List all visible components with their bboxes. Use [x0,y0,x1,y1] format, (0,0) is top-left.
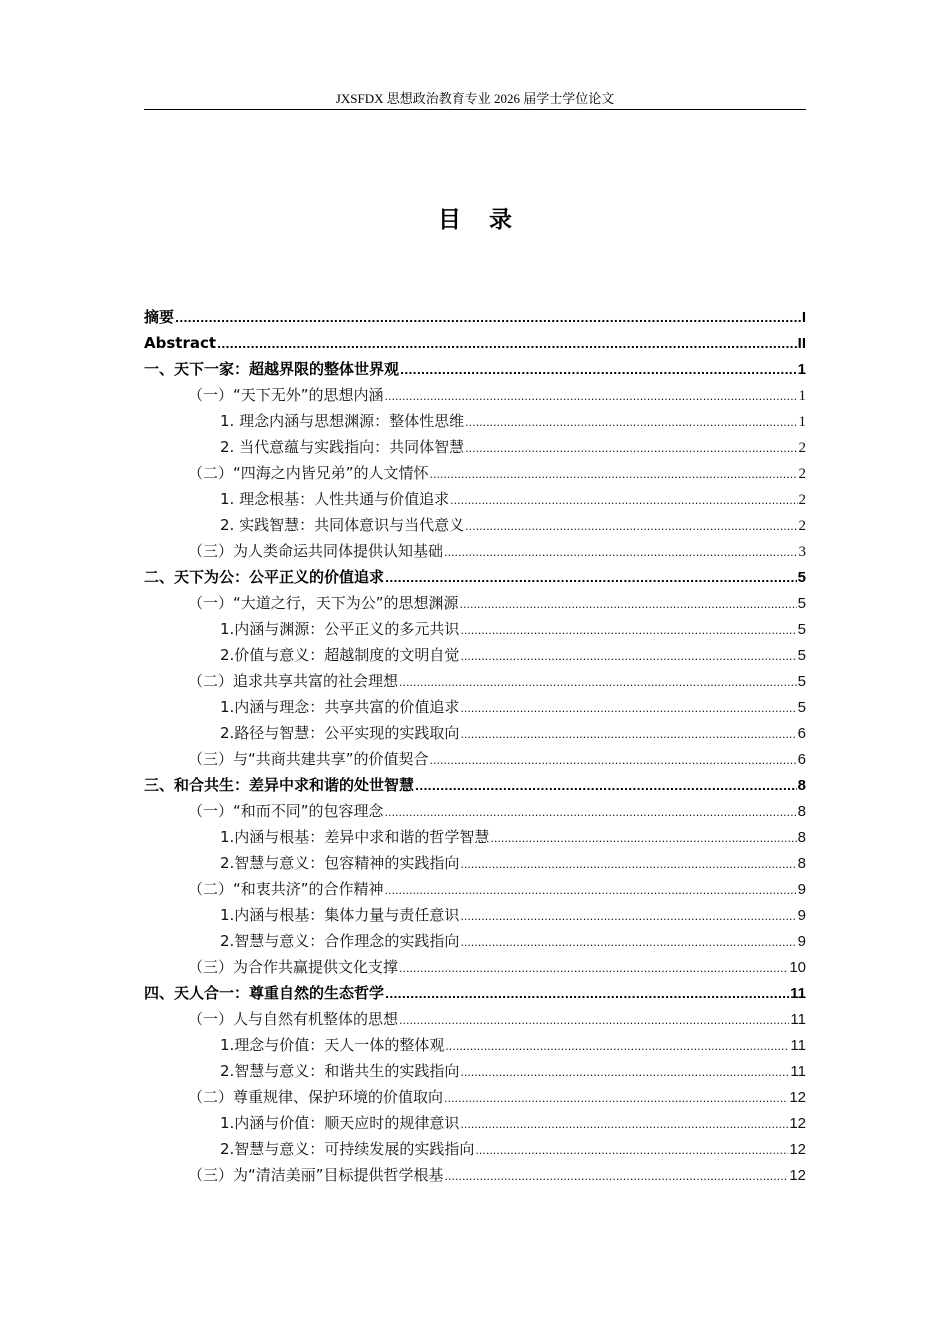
toc-entry[interactable] [144,1084,806,1110]
toc-entry-page: 2 [798,492,806,508]
toc-entry[interactable] [144,382,806,408]
toc-entry[interactable] [144,902,806,928]
toc-entry-label: （一）“和而不同”的包容理念 [188,802,384,820]
toc-entry-label: （一）“大道之行，天下为公”的思想渊源 [188,594,459,612]
toc-entry-label: （三）为“清洁美丽”目标提供哲学根基 [188,1166,444,1184]
toc-leader-dots [460,930,796,956]
toc-entry-label: 1.内涵与理念：共享共富的价值追求 [220,698,460,716]
toc-entry-page: 5 [797,647,806,664]
toc-entry[interactable] [144,1110,806,1136]
toc-entry[interactable] [144,876,806,902]
toc-entry[interactable] [144,720,806,746]
toc-entry-label: 2.智慧与意义：和谐共生的实践指向 [220,1062,460,1080]
toc-entry[interactable] [144,590,806,616]
toc-leader-dots [399,670,797,696]
toc-leader-dots [444,1086,788,1112]
toc-entry-page: 5 [797,569,806,586]
toc-entry-page: 11 [790,1011,806,1028]
toc-entry-label: （一）“天下无外”的思想内涵 [188,386,384,404]
toc-entry-page: 5 [797,621,806,638]
toc-leader-dots [465,436,797,462]
toc-entry-page: 12 [789,1167,806,1184]
toc-entry[interactable] [144,564,806,590]
toc-entry[interactable] [144,1136,806,1162]
toc-entry-label: （二）“四海之内皆兄弟”的人文情怀 [188,464,429,482]
toc-entry-label: 1. 理念根基：人性共通与价值追求 [220,490,450,508]
toc-leader-dots [460,852,796,878]
toc-leader-dots [445,1034,789,1060]
toc-entry-label: 2.价值与意义：超越制度的文明自觉 [220,646,460,664]
toc-leader-dots [217,332,797,358]
toc-entry-label: （二）尊重规律、保护环境的价值取向 [188,1088,444,1106]
toc-entry-label: 2. 当代意蕴与实践指向：共同体智慧 [220,438,465,456]
toc-leader-dots [399,956,788,982]
toc-entry[interactable] [144,1006,806,1032]
header-rule [144,109,806,110]
toc-entry-page: 8 [797,829,806,846]
toc-entry-label: Abstract [144,334,217,352]
toc-entry-label: 1.内涵与根基：差异中求和谐的哲学智慧 [220,828,490,846]
toc-entry[interactable] [144,512,806,538]
toc-entry-page: 5 [797,699,806,716]
toc-entry-label: 摘要 [144,308,175,326]
toc-entry-page: 11 [790,1037,806,1054]
toc-leader-dots [415,774,797,800]
toc-title: 目录 [438,207,540,233]
toc-entry-page: II [797,335,806,352]
toc-entry[interactable] [144,1032,806,1058]
toc-entry[interactable] [144,330,806,356]
toc-leader-dots [175,306,801,332]
toc-entry[interactable] [144,746,806,772]
table-of-contents [144,304,806,1188]
toc-leader-dots [460,1060,789,1086]
toc-entry-page: 12 [789,1141,806,1158]
toc-leader-dots [400,358,797,384]
toc-entry[interactable] [144,486,806,512]
toc-leader-dots [399,1008,789,1034]
toc-entry[interactable] [144,824,806,850]
toc-entry-page: 1 [798,388,806,404]
toc-entry-page: 8 [797,777,806,794]
toc-entry[interactable] [144,538,806,564]
toc-leader-dots [444,540,797,566]
toc-entry[interactable] [144,694,806,720]
toc-entry-page: 9 [797,933,806,950]
toc-entry-label: 2.路径与智慧：公平实现的实践取向 [220,724,460,742]
toc-entry-label: 1. 理念内涵与思想渊源：整体性思维 [220,412,465,430]
toc-leader-dots [465,514,797,540]
toc-leader-dots [430,748,797,774]
toc-leader-dots [490,826,796,852]
toc-entry-page: 9 [797,881,806,898]
toc-entry-label: （三）为合作共赢提供文化支撑 [188,958,399,976]
toc-entry-page: 1 [798,414,806,430]
running-header: JXSFDX 思想政治教育专业 2026 届学士学位论文 [335,91,615,106]
toc-entry-page: 5 [797,595,806,612]
toc-entry[interactable] [144,980,806,1006]
toc-entry-page: 11 [790,1063,806,1080]
toc-entry-page: 2 [798,466,806,482]
toc-entry-label: 2.智慧与意义：包容精神的实践指向 [220,854,460,872]
toc-entry-label: （三）为人类命运共同体提供认知基础 [188,542,444,560]
toc-leader-dots [460,618,796,644]
toc-entry[interactable] [144,668,806,694]
toc-leader-dots [385,878,797,904]
toc-entry-label: 四、天人合一：尊重自然的生态哲学 [144,984,385,1002]
toc-leader-dots [385,982,789,1008]
toc-entry[interactable] [144,850,806,876]
toc-entry[interactable] [144,408,806,434]
toc-entry-page: 6 [797,725,806,742]
toc-entry-page: 2 [798,518,806,534]
toc-entry-page: 11 [790,985,806,1002]
toc-entry-page: 5 [797,673,806,690]
toc-entry-label: （三）与“共商共建共享”的价值契合 [188,750,429,768]
toc-leader-dots [445,1164,789,1190]
toc-entry[interactable] [144,304,806,330]
toc-entry-page: 2 [798,440,806,456]
toc-entry[interactable] [144,772,806,798]
toc-leader-dots [460,592,797,618]
toc-leader-dots [460,722,796,748]
toc-entry-page: I [801,309,806,326]
toc-leader-dots [385,566,797,592]
toc-entry[interactable] [144,434,806,460]
toc-entry[interactable] [144,954,806,980]
toc-entry-page: 6 [797,751,806,768]
toc-entry[interactable] [144,798,806,824]
toc-entry-label: 2.智慧与意义：可持续发展的实践指向 [220,1140,475,1158]
toc-entry-label: 一、天下一家：超越界限的整体世界观 [144,360,400,378]
toc-entry[interactable] [144,1162,806,1188]
toc-leader-dots [450,488,797,514]
toc-leader-dots [385,800,797,826]
toc-leader-dots [385,384,798,410]
toc-entry-page: 12 [789,1089,806,1106]
toc-entry-page: 9 [797,907,806,924]
toc-entry-page: 1 [797,361,806,378]
toc-entry[interactable] [144,642,806,668]
toc-entry-label: 1.理念与价值：天人一体的整体观 [220,1036,445,1054]
toc-entry-page: 12 [789,1115,806,1132]
toc-entry-page: 3 [798,544,806,560]
toc-entry-label: （二）追求共享共富的社会理想 [188,672,399,690]
toc-entry-page: 10 [789,959,806,976]
toc-entry-page: 8 [797,803,806,820]
toc-entry-label: 1.内涵与根基：集体力量与责任意识 [220,906,460,924]
toc-entry[interactable] [144,928,806,954]
toc-leader-dots [460,1112,788,1138]
toc-entry[interactable] [144,616,806,642]
toc-entry-label: 二、天下为公：公平正义的价值追求 [144,568,385,586]
toc-leader-dots [460,644,796,670]
toc-leader-dots [465,410,797,436]
toc-entry-label: 2. 实践智慧：共同体意识与当代意义 [220,516,465,534]
toc-entry-label: 1.内涵与渊源：公平正义的多元共识 [220,620,460,638]
toc-leader-dots [460,904,796,930]
toc-leader-dots [430,462,798,488]
toc-entry-label: （一）人与自然有机整体的思想 [188,1010,399,1028]
toc-entry-label: （二）“和衷共济”的合作精神 [188,880,384,898]
toc-entry[interactable] [144,1058,806,1084]
toc-entry-label: 1.内涵与价值：顺天应时的规律意识 [220,1114,460,1132]
toc-leader-dots [475,1138,788,1164]
toc-entry[interactable] [144,356,806,382]
toc-entry-page: 8 [797,855,806,872]
toc-entry[interactable] [144,460,806,486]
toc-entry-label: 三、和合共生：差异中求和谐的处世智慧 [144,776,415,794]
toc-entry-label: 2.智慧与意义：合作理念的实践指向 [220,932,460,950]
toc-leader-dots [460,696,796,722]
